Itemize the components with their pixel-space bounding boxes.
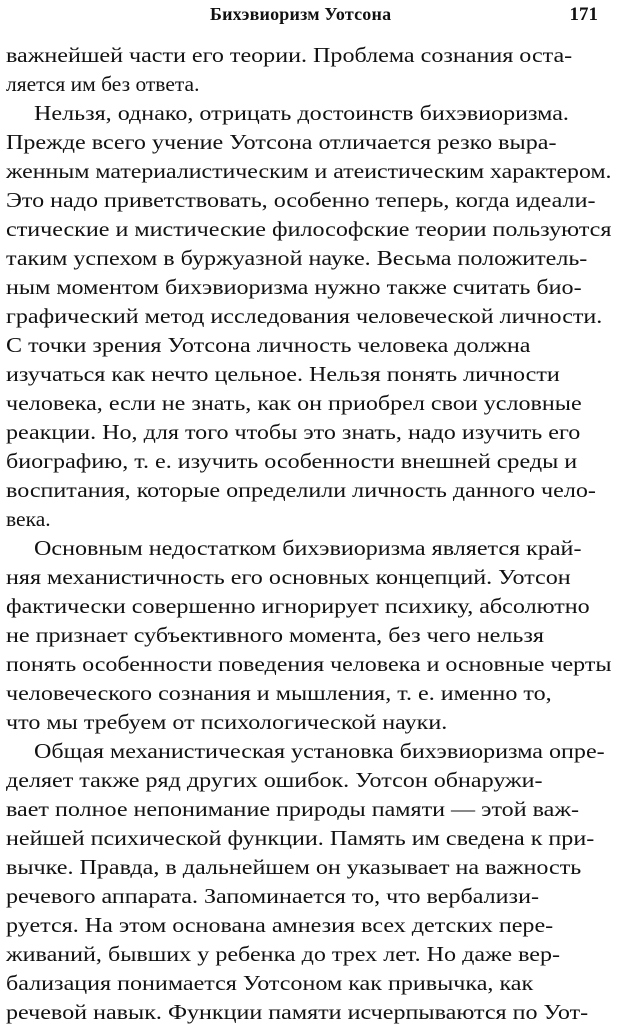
text-line: живаний, бывших у ребенка до трех лет. Но даже вер- — [6, 942, 561, 966]
text-line: бализация понимается Уотсоном как привычка, как — [6, 971, 534, 995]
text-line: века. — [6, 507, 51, 531]
text-line: руется. На этом основана амнезия всех детских пере- — [6, 913, 554, 937]
text-line: человеческого сознания и мышления, т. е. именно то, — [6, 681, 552, 705]
text-line: человека, если не знать, как он приобрел свои условные — [6, 391, 582, 415]
text-line: речевого аппарата. Запоминается то, что вербализи- — [6, 884, 539, 908]
text-line: деляет также ряд других ошибок. Уотсон обнаружи- — [6, 768, 543, 792]
running-title: Бихэвиоризм Уотсона — [210, 4, 392, 24]
paragraph-first-line: Основным недостатком бихэвиоризма является край- — [34, 536, 582, 560]
text-line: фактически совершенно игнорирует психику, абсолютно — [6, 594, 590, 618]
text-line: графический метод исследования человеческой личности. — [6, 304, 603, 328]
text-line: важнейшей части его теории. Проблема сознания оста- — [6, 43, 573, 67]
text-line: биографию, т. е. изучить особенности внешней среды и — [6, 449, 578, 473]
text-line: Это надо приветствовать, особенно теперь, когда идеали- — [6, 188, 596, 212]
text-line: речевой навык. Функции памяти исчерпываются по Уот- — [6, 1000, 589, 1024]
text-line: няя механистичность его основных концепций. Уотсон — [6, 565, 571, 589]
text-line: женным материалистическим и атеистическим характером. — [6, 159, 612, 183]
page-number: 171 — [569, 4, 598, 25]
paragraph-first-line: Общая механистическая установка бихэвиоризма опре- — [34, 739, 605, 763]
text-line: вает полное непонимание природы памяти — этой важ- — [6, 797, 580, 821]
text-line: Прежде всего учение Уотсона отличается резко выра- — [6, 130, 557, 154]
text-line: вычке. Правда, в дальнейшем он указывает на важность — [6, 855, 582, 879]
text-line: нейшей психической функции. Память им сведена к при- — [6, 826, 595, 850]
page-header — [0, 2, 620, 32]
text-line: С точки зрения Уотсона личность человека должна — [6, 333, 531, 357]
text-line: воспитания, которые определили личность данного чело- — [6, 478, 596, 502]
paragraph-first-line: Нельзя, однако, отрицать достоинств бихэвиоризма. — [34, 101, 569, 125]
text-line: изучаться как нечто цельное. Нельзя понять личности — [6, 362, 560, 386]
text-line: реакции. Но, для того чтобы это знать, надо изучить его — [6, 420, 581, 444]
text-line: ным моментом бихэвиоризма нужно также считать био- — [6, 275, 582, 299]
text-line: таким успехом в буржуазной науке. Весьма положитель- — [6, 246, 588, 270]
text-line: что мы требуем от психологической науки. — [6, 710, 448, 734]
text-line: стические и мистические философские теории пользуются — [6, 217, 612, 241]
text-line: понять особенности поведения человека и основные черты — [6, 652, 612, 676]
text-line: не признает субъективного момента, без чего нельзя — [6, 623, 544, 647]
text-line: ляется им без ответа. — [6, 72, 200, 96]
